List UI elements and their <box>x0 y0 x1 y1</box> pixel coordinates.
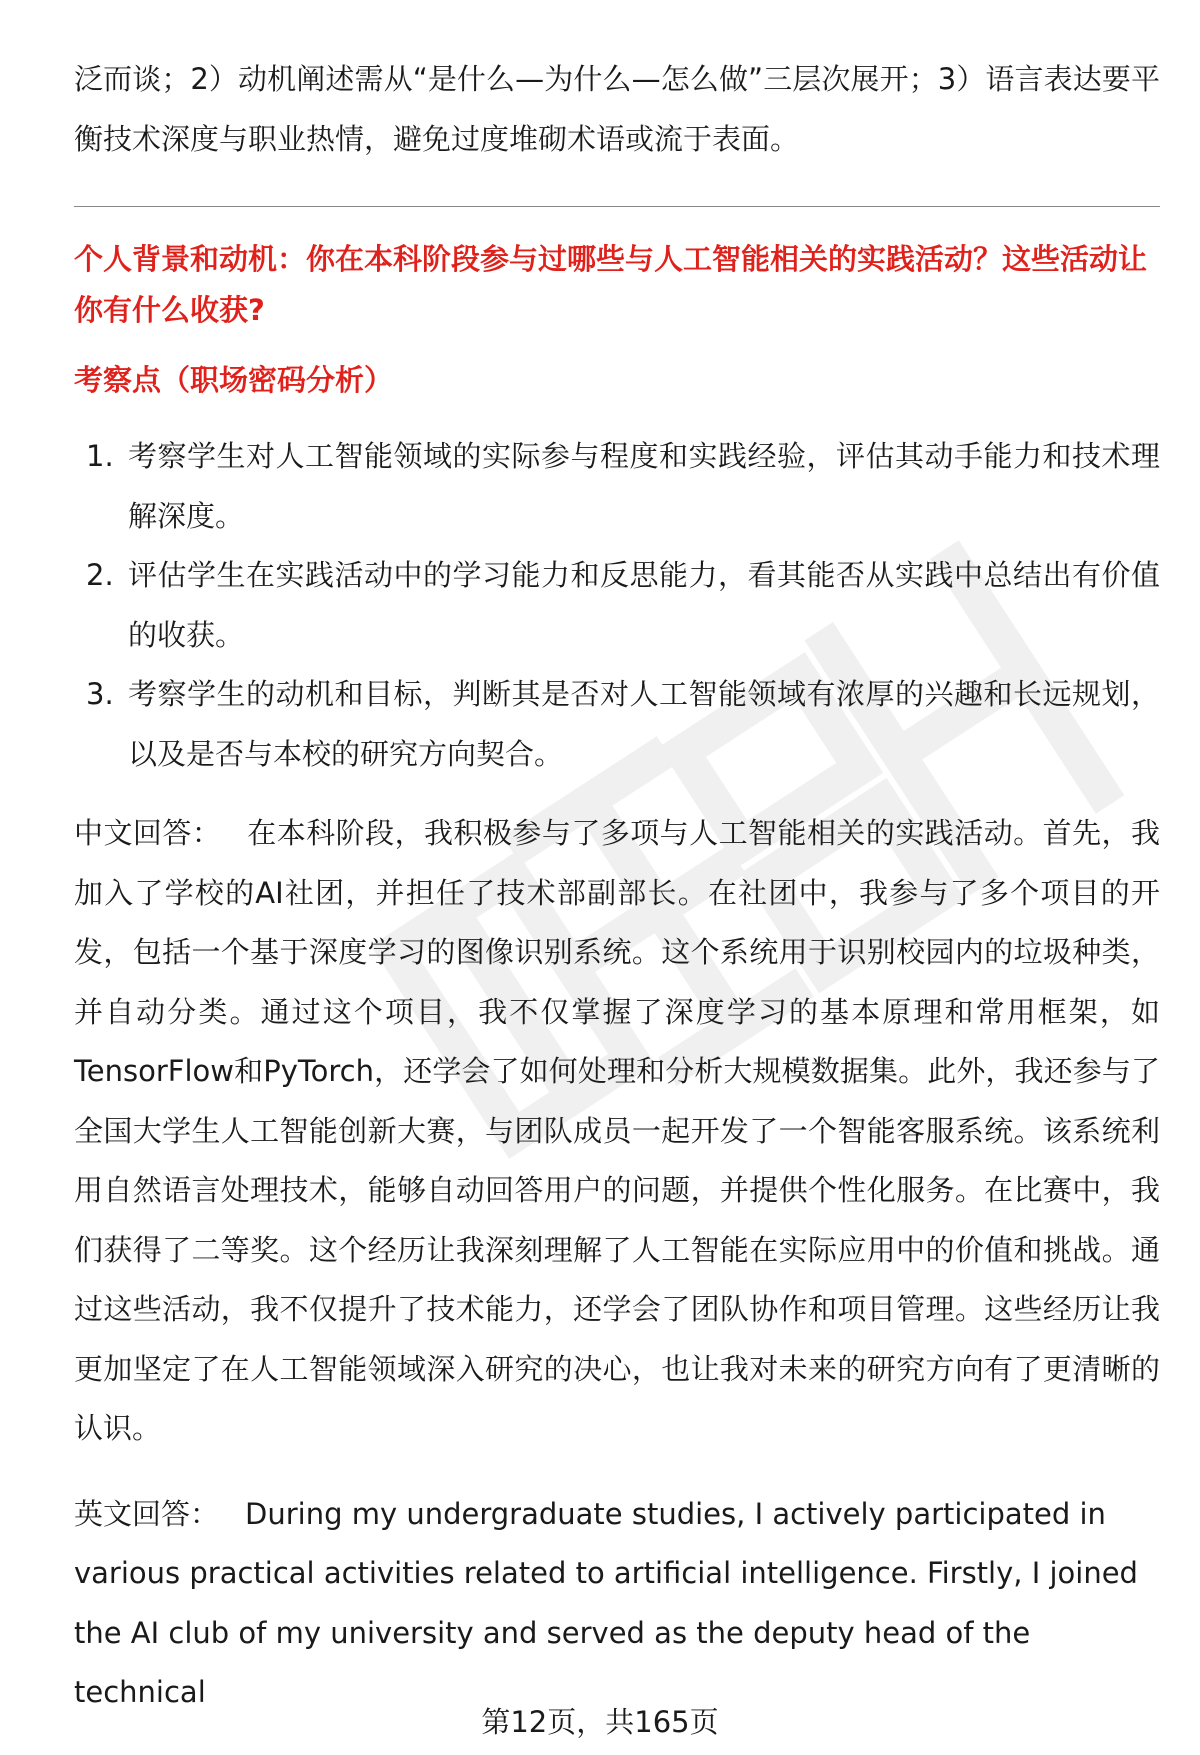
english-answer <box>74 1485 1160 1723</box>
english-answer-text: During my undergraduate studies, I actively participated in various practical activities related to artificial intelligence. Firstly, I joined the AI club of my university and served as the deputy head of the technical <box>74 1496 1138 1709</box>
chinese-answer-label: 中文回答： <box>74 816 222 850</box>
section-title: 考察点（职场密码分析） <box>74 363 394 397</box>
list-item <box>74 546 1160 665</box>
chinese-answer-text: 在本科阶段，我积极参与了多项与人工智能相关的实践活动。首先，我加入了学校的AI社团，并担任了技术部副部长。在社团中，我参与了多个项目的开发，包括一个基于深度学习的图像识别系统。这个系统用于识别校园内的垃圾种类，并自动分类。通过这个项目，我不仅掌握了深度学习的基本原理和常用框架，如TensorFlow和PyTorch，还学会了如何处理和分析大规模数据集。此外，我还参与了全国大学生人工智能创新大赛，与团队成员一起开发了一个智能客服系统。该系统利用自然语言处理技术，能够自动回答用户的问题，并提供个性化服务。在比赛中，我们获得了二等奖。这个经历让我深刻理解了人工智能在实际应用中的价值和挑战。通过这些活动，我不仅提升了技术能力，还学会了团队协作和项目管理。这些经历让我更加坚定了在人工智能领域深入研究的决心，也让我对未来的研究方向有了更清晰的认识。 <box>74 816 1160 1445</box>
list-number: 1. <box>86 439 114 473</box>
chinese-answer <box>74 804 1160 1459</box>
section-divider <box>74 206 1160 207</box>
intro-paragraph: 泛而谈；2）动机阐述需从“是什么—为什么—怎么做”三层次展开；3）语言表达要平衡技术深度与职业热情，避免过度堆砌术语或流于表面。 <box>74 62 1160 156</box>
list-item-text: 考察学生对人工智能领域的实际参与程度和实践经验，评估其动手能力和技术理解深度。 <box>128 439 1160 533</box>
list-item-text: 考察学生的动机和目标，判断其是否对人工智能领域有浓厚的兴趣和长远规划，以及是否与本校的研究方向契合。 <box>128 677 1160 771</box>
list-number: 2. <box>86 558 114 592</box>
list-number: 3. <box>86 677 114 711</box>
question-heading: 个人背景和动机：你在本科阶段参与过哪些与人工智能相关的实践活动？这些活动让你有什么收获? <box>74 242 1148 327</box>
list-item <box>74 665 1160 784</box>
page-number-footer: 第12页，共165页 <box>481 1705 719 1739</box>
list-item <box>74 427 1160 546</box>
list-item-text: 评估学生在实践活动中的学习能力和反思能力，看其能否从实践中总结出有价值的收获。 <box>128 558 1160 652</box>
assessment-points-list <box>74 427 1160 784</box>
page-content <box>74 50 1160 1723</box>
english-answer-label: 英文回答： <box>74 1496 220 1531</box>
